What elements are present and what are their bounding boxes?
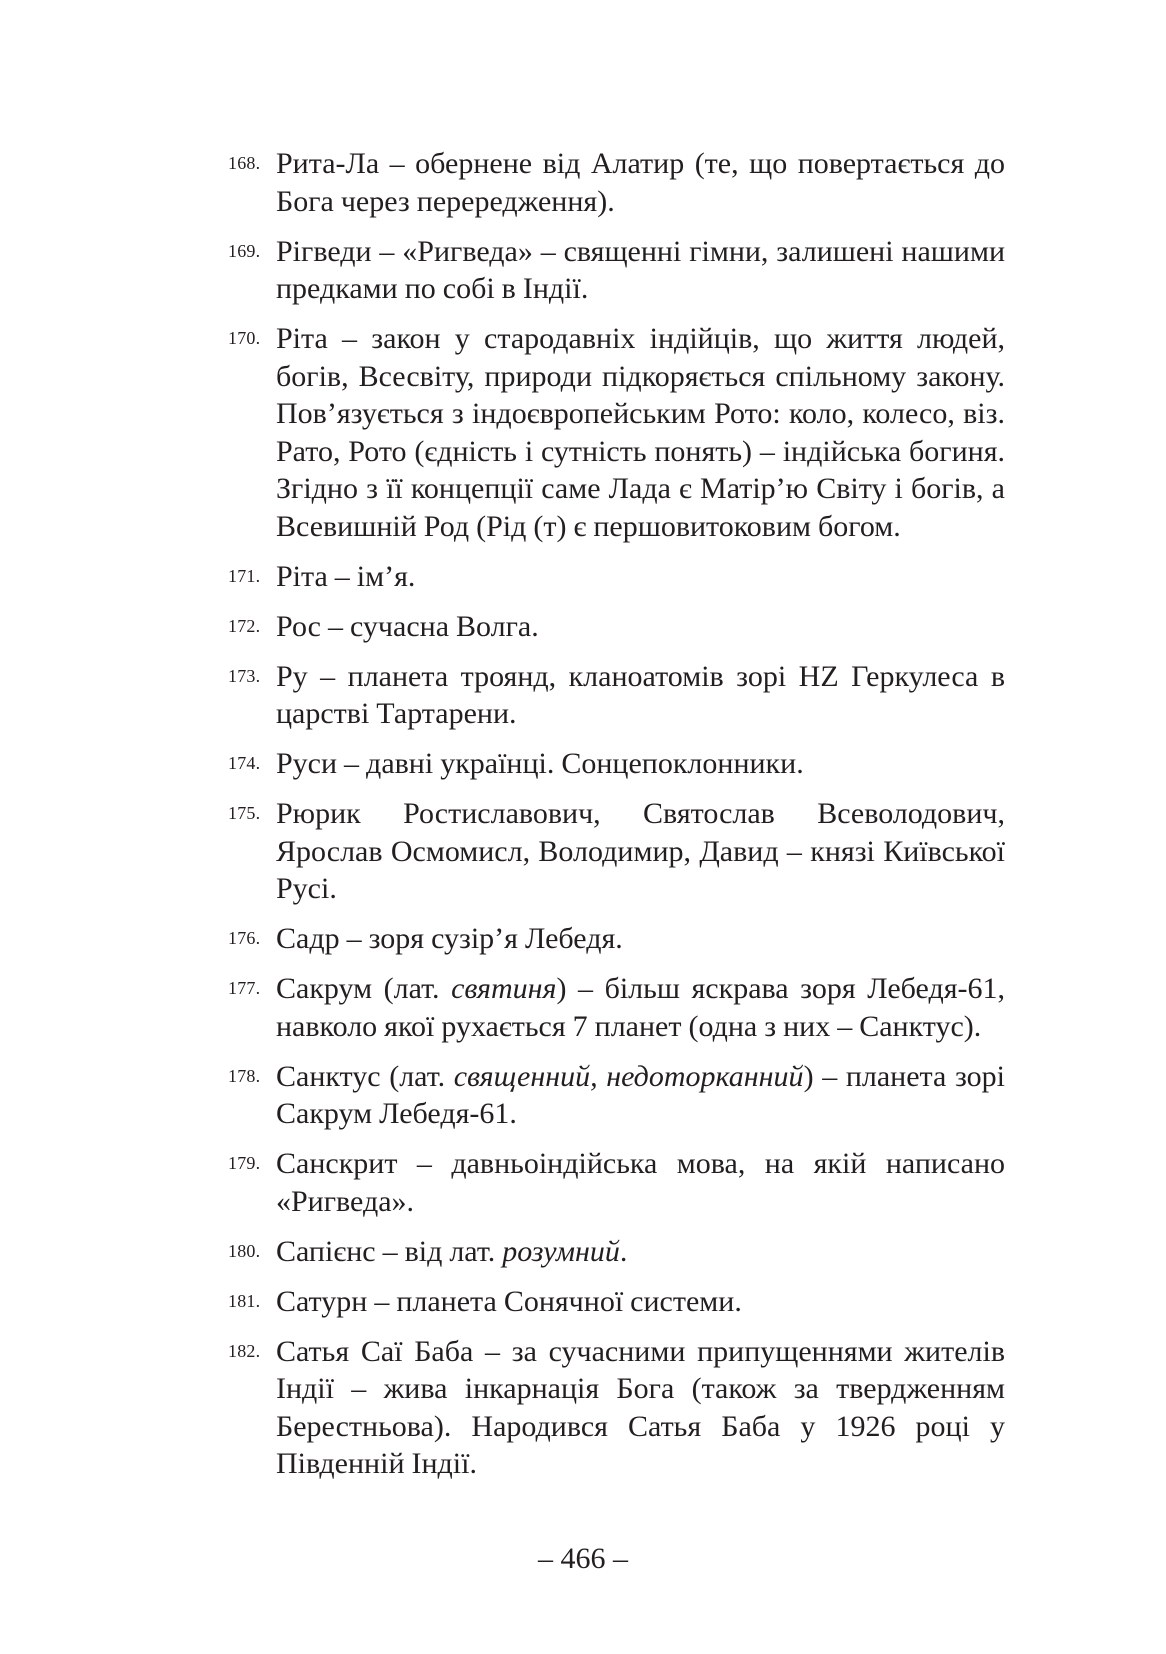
endnote-text: Санскрит – давньоіндійська мова, на якій написано «Ригведа». bbox=[276, 1147, 1005, 1218]
endnote-number: 171. bbox=[228, 565, 261, 586]
endnote-number: 180. bbox=[228, 1240, 261, 1261]
endnote-number: 168. bbox=[228, 153, 261, 173]
endnote-174 bbox=[228, 745, 1005, 783]
endnote-text: Ріта – ім’я. bbox=[276, 559, 416, 593]
page-number: – 466 – bbox=[538, 1542, 628, 1575]
endnote-172 bbox=[228, 608, 1005, 646]
endnotes-list bbox=[228, 145, 1005, 1495]
endnote-text: Садр – зоря сузір’я Лебедя. bbox=[276, 922, 623, 955]
endnote-text: Сапієнс – від лат. розумний. bbox=[276, 1234, 628, 1268]
endnote-number: 178. bbox=[228, 1065, 261, 1086]
endnote-number: 170. bbox=[228, 328, 261, 348]
endnote-number: 173. bbox=[228, 665, 261, 686]
endnote-number: 172. bbox=[228, 615, 261, 636]
endnote-number: 169. bbox=[228, 240, 261, 261]
endnote-176 bbox=[228, 920, 1005, 958]
endnote-179 bbox=[228, 1145, 1005, 1220]
endnote-177 bbox=[228, 970, 1005, 1045]
endnote-number: 176. bbox=[228, 928, 261, 948]
endnote-175 bbox=[228, 795, 1005, 908]
italic-term: розумний bbox=[502, 1234, 620, 1268]
endnote-text: Сатья Саї Баба – за сучасними припущеннями жителів Індії – жива інкарнація Бога (також за твердженням Берестньова). Народився Сатья Баба у 1926 році у Південній Індії. bbox=[276, 1334, 1005, 1480]
italic-term: священний, недоторканний bbox=[453, 1059, 804, 1093]
endnote-178 bbox=[228, 1058, 1005, 1133]
endnote-text: Сатурн – планета Сонячної системи. bbox=[276, 1284, 742, 1318]
endnote-text: Руси – давні українці. Сонцепоклонники. bbox=[276, 747, 804, 780]
endnote-169 bbox=[228, 233, 1005, 308]
endnote-number: 177. bbox=[228, 978, 261, 998]
endnote-181 bbox=[228, 1283, 1005, 1321]
endnote-180 bbox=[228, 1233, 1005, 1271]
italic-term: святиня bbox=[451, 972, 557, 1005]
endnote-number: 181. bbox=[228, 1290, 261, 1311]
endnote-text: Рюрик Ростиславович, Святослав Всеволодович, Ярослав Осмомисл, Володимир, Давид – князі Київської Русі. bbox=[276, 797, 1005, 905]
endnote-text: Санктус (лат. священний, недоторканний) – планета зорі Сакрум Лебедя-61. bbox=[276, 1059, 1005, 1130]
endnote-168 bbox=[228, 145, 1005, 220]
endnote-170 bbox=[228, 320, 1005, 545]
endnote-text: Рита-Ла – обернене від Алатир (те, що повертається до Бога через перередження). bbox=[276, 147, 1005, 218]
endnote-text: Рігведи – «Ригведа» – священні гімни, залишені нашими предками по собі в Індії. bbox=[276, 234, 1005, 305]
endnote-182 bbox=[228, 1333, 1005, 1483]
endnote-173 bbox=[228, 658, 1005, 733]
endnote-number: 175. bbox=[228, 803, 261, 823]
endnote-171 bbox=[228, 558, 1005, 596]
endnote-number: 179. bbox=[228, 1153, 261, 1173]
endnote-number: 182. bbox=[228, 1340, 261, 1361]
endnote-text: Рос – сучасна Волга. bbox=[276, 609, 539, 643]
endnote-text: Ріта – закон у стародавніх індійців, що життя людей, богів, Всесвіту, природи підкоряється спільному закону. Пов’язується з індоєвропейським Рото: коло, колесо, віз. Рато, Рото (єдність і сутність понять) – індійська богиня. Згідно з її концепції саме Лада є Матір’ю Світу і богів, а Всевишній Род (Рід (т) є першовитоковим богом. bbox=[276, 322, 1005, 543]
endnote-text: Сакрум (лат. святиня) – більш яскрава зоря Лебедя-61, навколо якої рухається 7 планет (одна з них – Санктус). bbox=[276, 972, 1005, 1043]
endnote-number: 174. bbox=[228, 753, 261, 773]
endnote-text: Ру – планета троянд, кланоатомів зорі HZ Геркулеса в царстві Тартарени. bbox=[276, 659, 1005, 730]
